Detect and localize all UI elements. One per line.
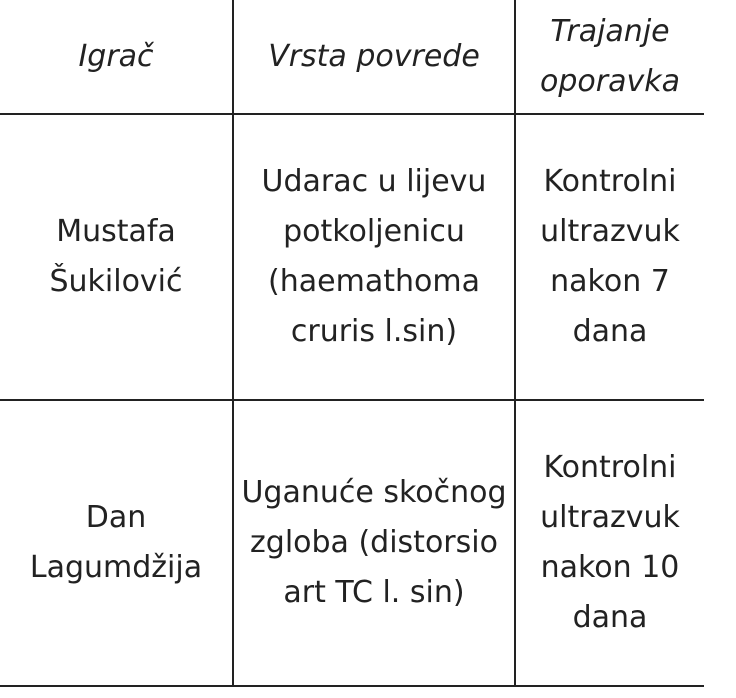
table-header (0, 0, 704, 114)
header-injury-type-label: Vrsta povrede (268, 38, 480, 74)
table-body (0, 114, 704, 686)
player-first-name: Dan (85, 500, 147, 535)
cell-player (0, 114, 233, 400)
header-player-label: Igrač (78, 38, 154, 74)
table-row (0, 400, 704, 686)
header-recovery-duration (515, 0, 704, 114)
table-row (0, 114, 704, 400)
header-injury-type (233, 0, 515, 114)
cell-injury (233, 114, 515, 400)
injury-description: Uganuće skočnog zgloba (distorsio art TC l. sin) (241, 475, 507, 610)
cell-recovery (515, 114, 704, 400)
header-recovery-duration-line2: oporavka (540, 63, 680, 99)
player-first-name: Mustafa (56, 214, 176, 249)
header-recovery-duration-line1: Trajanje (550, 13, 670, 49)
cell-player (0, 400, 233, 686)
header-player (0, 0, 233, 114)
injury-description: Udarac u lijevu potkoljenicu (haemathoma cruris l.sin) (261, 164, 487, 349)
header-row (0, 0, 704, 114)
cell-recovery (515, 400, 704, 686)
player-last-name: Šukilović (49, 264, 183, 299)
cell-injury (233, 400, 515, 686)
recovery-description: Kontrolni ultrazvuk nakon 10 dana (540, 450, 680, 635)
player-last-name: Lagumdžija (29, 550, 203, 585)
recovery-description: Kontrolni ultrazvuk nakon 7 dana (540, 164, 680, 349)
